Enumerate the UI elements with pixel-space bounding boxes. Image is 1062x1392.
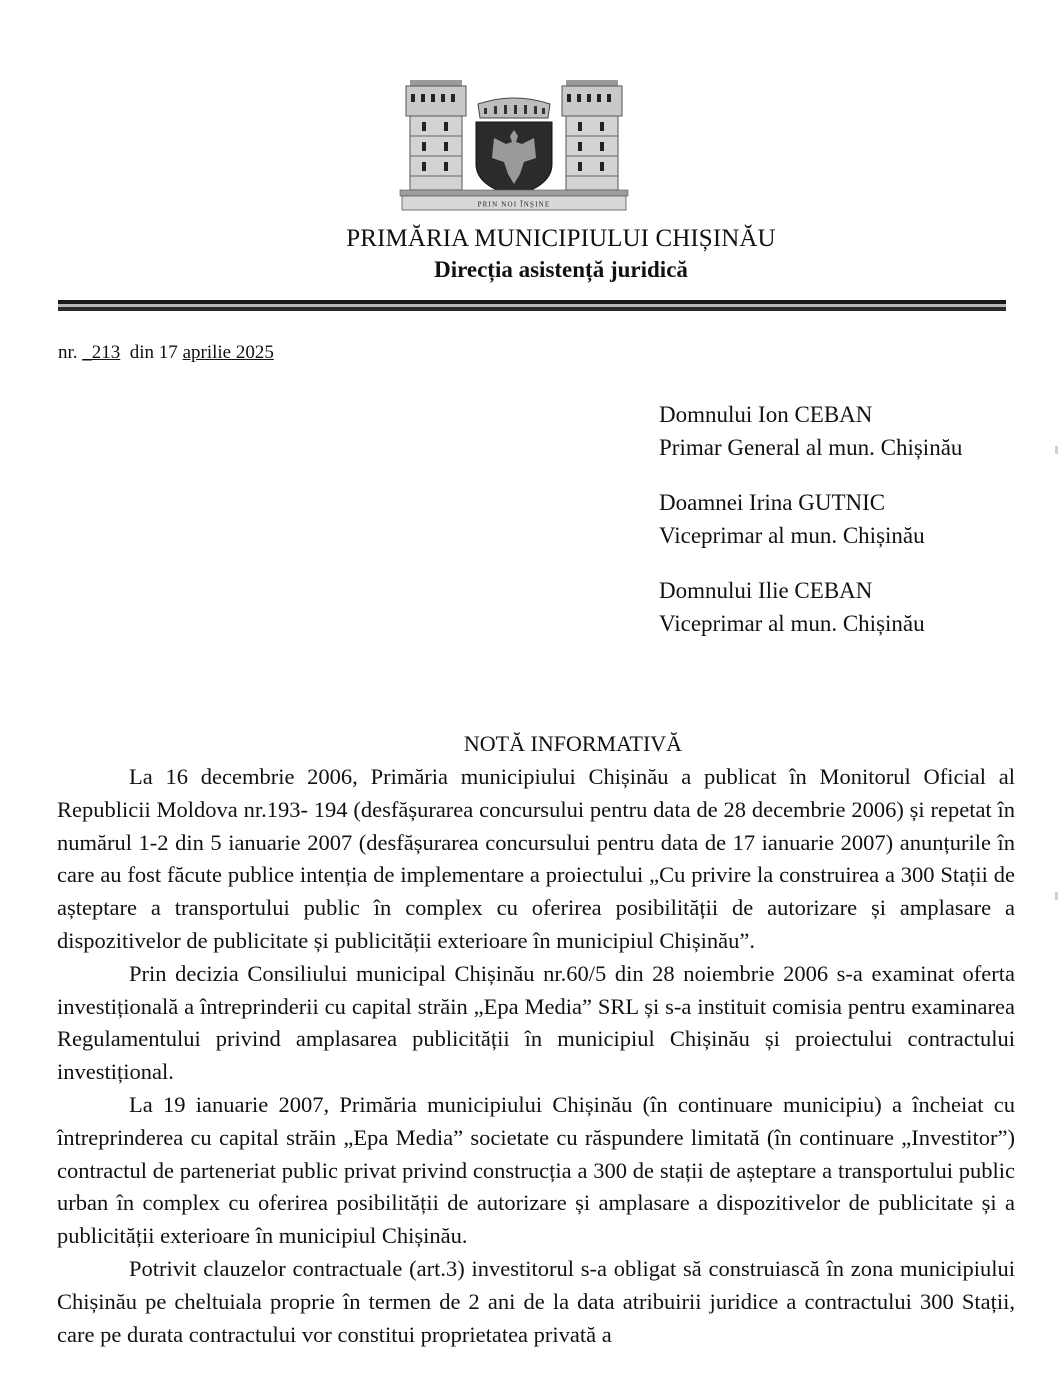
registration-month-year: aprilie 2025 <box>182 342 274 363</box>
mural-crown-icon <box>478 98 550 118</box>
body-paragraph: Potrivit clauzelor contractuale (art.3) investitorul s-a obligat să construiască în zona municipiului Chișinău pe cheltuiala proprie în termen de 2 ani de la data atribuirii juridice a contractului 300 Stații, care pe durata contractului vor constitui proprietatea privată a <box>57 1255 1015 1347</box>
registration-number: _213 <box>82 342 121 363</box>
body-paragraph: La 19 ianuarie 2007, Primăria municipiului Chișinău (în continuare municipiu) a încheiat cu întreprinderea cu capital străin „Epa Media” societate cu răspundere limitată (în continuare „Investitor”) contractul de parteneriat public privat privind construcția a 300 de stații de așteptare a transportului public urban în complex cu oferirea posibilității de autorizare și amplasare a dispozitivelor de publicitate și a publicității exterioare în municipiul Chișinău. <box>57 1091 1015 1249</box>
addressee <box>659 574 962 640</box>
body-paragraph: Prin decizia Consiliului municipal Chișinău nr.60/5 din 28 noiembrie 2006 s-a examinat oferta investițională a întreprinderii cu capital străin „Epa Media” SRL și s-a instituit comisia pentru examinarea Regulamentului privind amplasarea publicității în municipiul Chișinău și proiectului contractului investițional. <box>57 960 1015 1085</box>
motto-text: PRIN NOI ÎNȘINE <box>477 200 551 209</box>
registration-line <box>58 342 274 364</box>
right-tower-icon <box>562 80 622 190</box>
motto-banner <box>400 190 628 210</box>
addressee-title: Viceprimar al mun. Chișinău <box>659 523 925 548</box>
scan-artifact <box>1055 446 1058 454</box>
addressee-name: Domnului Ilie CEBAN <box>659 578 873 603</box>
department-name: Direcția asistență juridică <box>434 257 688 282</box>
addressee-name: Domnului Ion CEBAN <box>659 402 873 427</box>
addressee-title: Viceprimar al mun. Chișinău <box>659 611 925 636</box>
coat-of-arms-emblem <box>396 78 632 214</box>
scan-artifact <box>1055 892 1058 900</box>
addressee <box>659 486 962 552</box>
body-paragraph: La 16 decembrie 2006, Primăria municipiului Chișinău a publicat în Monitorul Oficial al Republicii Moldova nr.193- 194 (desfășurarea concursului pentru data de 28 decembrie 2006) și repetat în numărul 1-2 din 5 ianuarie 2007 (desfășurarea concursului pentru data de 17 ianuarie 2007) anunțurile în care au fost făcute publice intenția de implementare a proiectului „Cu privire la construirea a 300 Stații de așteptare a transportului public în complex cu oferirea posibilității de autorizare și amplasare a dispozitivelor de publicitate și publicității exterioare în municipiul Chișinău”. <box>57 764 1015 953</box>
institution-name: PRIMĂRIA MUNICIPIULUI CHIȘINĂU <box>346 225 776 252</box>
document-title: NOTĂ INFORMATIVĂ <box>463 731 683 756</box>
addressee <box>659 398 962 464</box>
shield-eagle-icon <box>476 122 552 196</box>
addressee-title: Primar General al mun. Chișinău <box>659 435 963 460</box>
header-divider <box>58 300 1006 312</box>
registration-date-prefix: din 17 <box>129 342 178 363</box>
document-body <box>57 761 1015 1351</box>
addressee-block <box>659 398 962 662</box>
left-tower-icon <box>406 80 466 190</box>
addressee-name: Doamnei Irina GUTNIC <box>659 490 886 515</box>
registration-prefix: nr. <box>58 342 78 363</box>
